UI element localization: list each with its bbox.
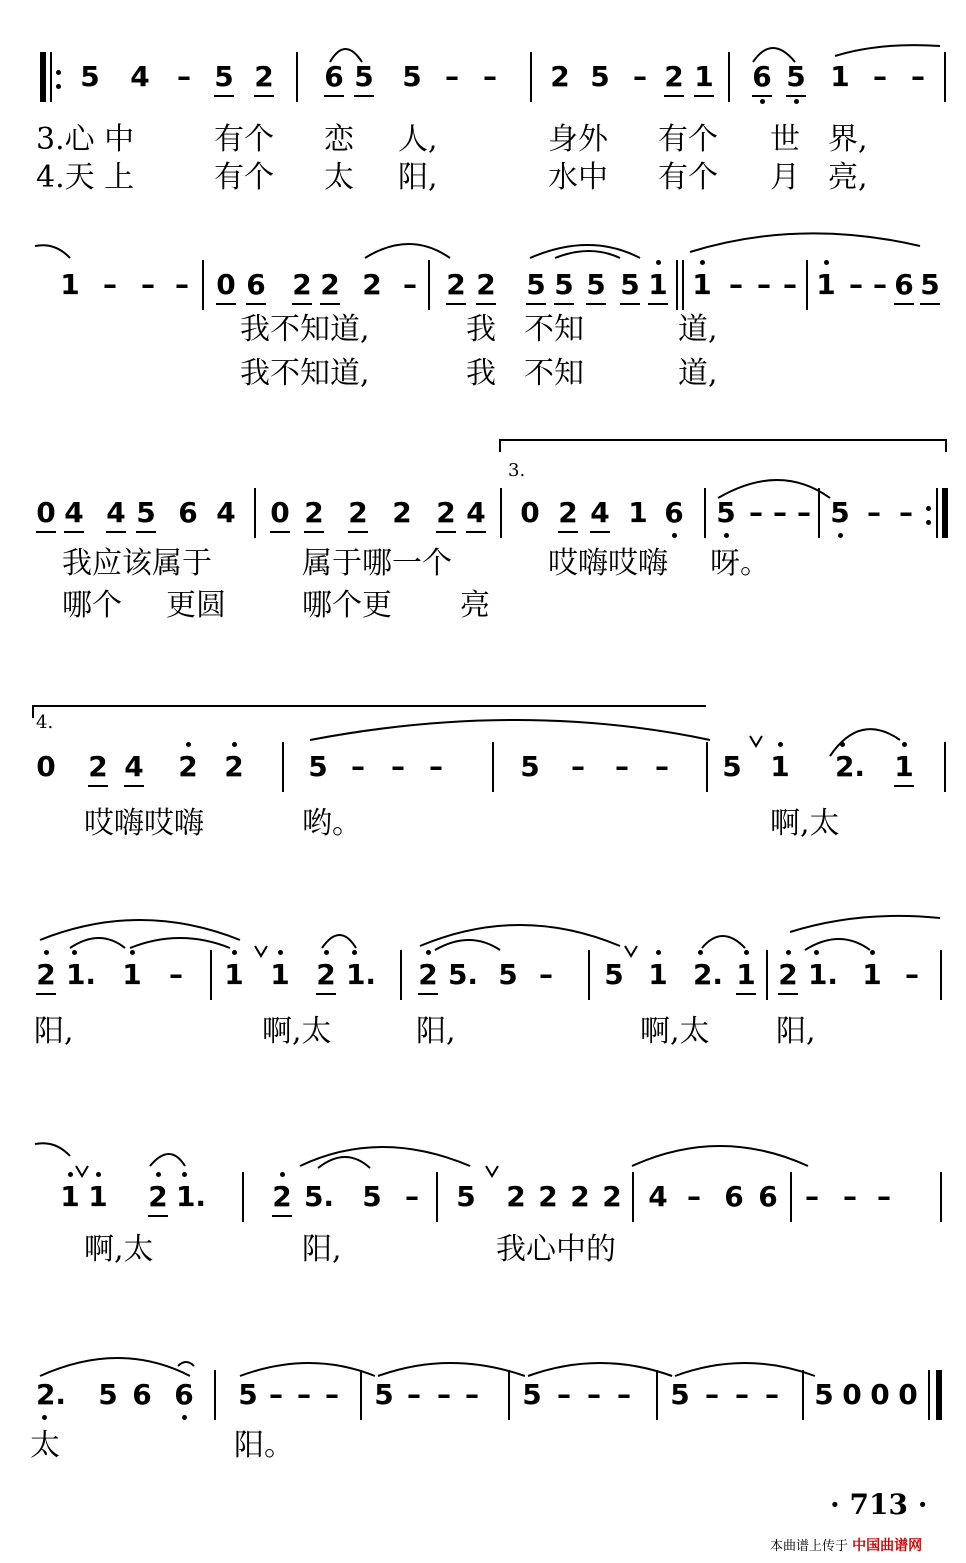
final-barline xyxy=(936,1370,942,1420)
lyric: 哎嗨哎嗨 xyxy=(548,546,668,581)
notes-row-3 xyxy=(0,496,966,536)
lyric: 呀。 xyxy=(710,546,770,581)
note: 1 xyxy=(860,958,884,992)
note: 1 xyxy=(734,958,758,992)
lyric: 属于哪一个 xyxy=(302,546,452,581)
lyric: 我心中的 xyxy=(496,1232,616,1267)
note: 0 xyxy=(214,268,238,302)
barline xyxy=(676,260,678,310)
note: 5 xyxy=(670,1378,690,1411)
note: 2 xyxy=(570,1180,590,1213)
lyric: 世 xyxy=(770,122,800,157)
note: 2 xyxy=(302,496,326,530)
note: – xyxy=(617,1378,631,1411)
note: – xyxy=(867,496,881,529)
note: 5 xyxy=(362,1180,382,1213)
note: – xyxy=(141,268,155,301)
note: 4 xyxy=(588,496,612,530)
barline xyxy=(728,52,730,102)
barline xyxy=(242,1172,244,1222)
note: 2 xyxy=(776,958,800,992)
note: – xyxy=(757,268,771,301)
note: 0 xyxy=(34,496,58,530)
note: 6 xyxy=(750,60,774,94)
note: 5 xyxy=(308,750,328,783)
note: 2 xyxy=(474,268,498,302)
note: 6 xyxy=(758,1180,778,1213)
lyric: 哎嗨哎嗨 xyxy=(84,806,204,841)
note: 1 xyxy=(646,268,670,302)
note: 6 xyxy=(244,268,268,302)
barline xyxy=(210,950,212,1000)
note: 1 xyxy=(86,1180,110,1214)
note: 1 xyxy=(690,268,714,302)
note: 2 xyxy=(314,958,338,992)
volta-2-label: 4. xyxy=(36,712,54,733)
note: – xyxy=(483,60,497,93)
lyric: 3.心 中 xyxy=(36,122,135,157)
barline xyxy=(428,260,430,310)
note: – xyxy=(539,958,553,991)
note: 0 xyxy=(898,1378,918,1411)
lyric: 我 xyxy=(466,312,496,347)
note: 5 xyxy=(520,750,540,783)
note: – xyxy=(633,60,647,93)
note: 1 xyxy=(768,750,792,784)
notes-row-6 xyxy=(0,1180,966,1220)
note: – xyxy=(571,750,585,783)
barline xyxy=(944,742,946,792)
note: 5 xyxy=(402,60,422,93)
barline xyxy=(940,950,942,1000)
lyric: 阳, xyxy=(398,160,438,195)
lyric: 有个 xyxy=(214,160,274,195)
note: 5. xyxy=(447,958,479,991)
lyric: 太 xyxy=(30,1428,60,1463)
note: 1 xyxy=(892,750,916,784)
note: 4 xyxy=(216,496,236,529)
lyric: 更圆 xyxy=(166,588,226,623)
note: 1. xyxy=(344,958,378,992)
lyric: 哪个更 xyxy=(302,588,392,623)
note: – xyxy=(465,1378,479,1411)
note: 4 xyxy=(104,496,128,530)
lyric: 亮 xyxy=(460,588,490,623)
lyric: 道, xyxy=(678,312,718,347)
notes-row-2 xyxy=(0,268,966,308)
note: – xyxy=(445,60,459,93)
lyric: 啊,太 xyxy=(84,1232,154,1267)
barline xyxy=(766,950,768,1000)
note: 5 xyxy=(134,496,158,530)
note: 5 xyxy=(584,268,608,302)
lyric: 啊,太 xyxy=(640,1014,710,1049)
note: 2. xyxy=(34,1378,68,1412)
note: 1 xyxy=(814,268,838,302)
lyric: 阳。 xyxy=(234,1428,294,1463)
upload-credit xyxy=(770,1535,922,1555)
volta-1-label: 3. xyxy=(508,460,526,481)
lyric: 界, xyxy=(828,122,868,157)
note: 1. xyxy=(174,1180,208,1214)
lyric: 不知 xyxy=(524,312,584,347)
lyric: 阳, xyxy=(776,1014,816,1049)
note: 1 xyxy=(268,958,292,992)
note: 2 xyxy=(270,1180,294,1214)
note: 1 xyxy=(628,496,648,529)
note: – xyxy=(103,268,117,301)
barline xyxy=(530,52,532,102)
note: 2 xyxy=(416,958,440,992)
lyric: 不知 xyxy=(524,356,584,391)
note: – xyxy=(805,1180,819,1213)
lyric: 哪个 xyxy=(62,588,122,623)
barline xyxy=(656,1370,658,1420)
barline xyxy=(254,488,256,538)
lyric: 月 xyxy=(770,160,800,195)
note: 2 xyxy=(392,496,412,529)
lyric: 有个 xyxy=(214,122,274,157)
note: 1 xyxy=(222,958,246,992)
note: 6 xyxy=(662,496,686,530)
note: 1 xyxy=(646,958,670,992)
note: 2 xyxy=(550,60,570,93)
note: 5. xyxy=(303,1180,335,1213)
barline xyxy=(802,1370,804,1420)
note: – xyxy=(749,496,763,529)
barline xyxy=(282,742,284,792)
note: 1 xyxy=(830,60,850,93)
notes-row-7 xyxy=(0,1378,966,1418)
note: 2 xyxy=(222,750,246,784)
repeat-dots xyxy=(926,496,932,536)
note: 6 xyxy=(132,1378,152,1411)
notes-row-1 xyxy=(0,60,966,100)
note: 5 xyxy=(238,1378,258,1411)
note: 1 xyxy=(692,60,716,94)
note: – xyxy=(587,1378,601,1411)
note: – xyxy=(873,60,887,93)
note: 2. xyxy=(688,958,728,992)
note: 0 xyxy=(520,496,540,529)
barline xyxy=(706,742,708,792)
note: – xyxy=(175,268,189,301)
note: 2 xyxy=(506,1180,526,1213)
lyric: 太 xyxy=(324,160,354,195)
note: 4 xyxy=(122,750,146,784)
barline xyxy=(400,950,402,1000)
barline xyxy=(790,1172,792,1222)
barline xyxy=(500,488,502,538)
note: 4 xyxy=(62,496,86,530)
note: 2 xyxy=(318,268,342,302)
note: 5 xyxy=(522,1378,542,1411)
note: – xyxy=(169,958,183,991)
note: 4 xyxy=(130,60,150,93)
lyric: 啊,太 xyxy=(770,806,840,841)
credit-brand: 中国曲谱网 xyxy=(852,1538,923,1554)
barline xyxy=(508,1370,510,1420)
note: 2 xyxy=(434,496,458,530)
note: – xyxy=(705,1378,719,1411)
lyric: 道, xyxy=(678,356,718,391)
lyric: 亮, xyxy=(828,160,868,195)
barline xyxy=(632,1172,634,1222)
note: – xyxy=(911,60,925,93)
barline xyxy=(202,260,204,310)
barline xyxy=(704,488,706,538)
note: – xyxy=(729,268,743,301)
note: – xyxy=(351,750,365,783)
note: 5 xyxy=(828,496,852,530)
note: 5 xyxy=(618,268,642,302)
lyric: 我应该属于 xyxy=(62,546,212,581)
note: 1. xyxy=(64,958,98,992)
note: 5 xyxy=(352,60,376,94)
note: 0 xyxy=(870,1378,890,1411)
barline xyxy=(940,1172,942,1222)
lyric: 人, xyxy=(398,122,438,157)
note: 2 xyxy=(538,1180,558,1213)
note: 5 xyxy=(590,60,610,93)
barline xyxy=(936,488,938,538)
note: 2 xyxy=(362,268,382,301)
lyric: 有个 xyxy=(658,122,718,157)
note: 5 xyxy=(98,1378,118,1411)
note: – xyxy=(269,1378,283,1411)
note: 5 xyxy=(552,268,576,302)
note: – xyxy=(783,268,797,301)
note: 1 xyxy=(58,1180,82,1214)
note: – xyxy=(615,750,629,783)
note: – xyxy=(877,1180,891,1213)
lyric: 阳, xyxy=(34,1014,74,1049)
note: 5 xyxy=(524,268,548,302)
note: 2 xyxy=(252,60,276,94)
note: 0 xyxy=(842,1378,862,1411)
lyric: 水中 xyxy=(548,160,608,195)
note: 4 xyxy=(648,1180,668,1213)
note: 1 xyxy=(120,958,144,992)
note: 5 xyxy=(918,268,942,302)
repeat-start-barline xyxy=(40,52,46,102)
note: – xyxy=(177,60,191,93)
lyric: 4.天 上 xyxy=(36,160,135,195)
note: 2. xyxy=(830,750,870,784)
credit-text: 本曲谱上传于 xyxy=(770,1539,849,1554)
note: 5 xyxy=(374,1378,394,1411)
lyric: 啊,太 xyxy=(262,1014,332,1049)
lyric: 我不知道, xyxy=(240,356,370,391)
barline xyxy=(818,488,820,538)
note: 2 xyxy=(556,496,580,530)
note: 5 xyxy=(604,958,624,991)
note: – xyxy=(407,1378,421,1411)
note: 2 xyxy=(34,958,58,992)
repeat-dots xyxy=(56,60,62,100)
note: 6 xyxy=(892,268,916,302)
note: – xyxy=(765,1378,779,1411)
lyric: 阳, xyxy=(416,1014,456,1049)
note: – xyxy=(849,268,863,301)
notes-row-4 xyxy=(0,750,966,790)
note: – xyxy=(403,268,417,301)
note: – xyxy=(773,496,787,529)
notes-row-5 xyxy=(0,958,966,998)
barline xyxy=(944,52,946,102)
lyric: 哟。 xyxy=(302,806,362,841)
note: – xyxy=(325,1378,339,1411)
note: – xyxy=(557,1378,571,1411)
note: 5 xyxy=(80,60,100,93)
note: – xyxy=(843,1180,857,1213)
lyric: 身外 xyxy=(548,122,608,157)
barline xyxy=(214,1370,216,1420)
note: – xyxy=(429,750,443,783)
barline xyxy=(928,1370,930,1420)
note: 6 xyxy=(322,60,346,94)
note: 5 xyxy=(814,1378,834,1411)
note: 5 xyxy=(714,496,738,530)
note: 1 xyxy=(60,268,80,301)
barline xyxy=(682,260,684,310)
note: 5 xyxy=(722,750,742,783)
note: – xyxy=(873,268,887,301)
barline xyxy=(50,52,52,102)
note: 2 xyxy=(662,60,686,94)
note: 2 xyxy=(444,268,468,302)
note: 5 xyxy=(212,60,236,94)
note: 1. xyxy=(806,958,840,992)
note: 5 xyxy=(456,1180,476,1213)
note: – xyxy=(797,496,811,529)
note: – xyxy=(437,1378,451,1411)
page-number: · 713 · xyxy=(830,1488,928,1521)
note: 6 xyxy=(178,496,198,529)
note: – xyxy=(297,1378,311,1411)
lyric: 我不知道, xyxy=(240,312,370,347)
barline xyxy=(360,1370,362,1420)
note: – xyxy=(391,750,405,783)
note: 0 xyxy=(268,496,292,530)
note: 2 xyxy=(602,1180,622,1213)
note: 2 xyxy=(176,750,200,784)
note: 0 xyxy=(36,750,56,783)
note: 2 xyxy=(86,750,110,784)
barline xyxy=(296,52,298,102)
note: 4 xyxy=(464,496,488,530)
lyric: 恋 xyxy=(324,122,354,157)
lyric: 阳, xyxy=(302,1232,342,1267)
note: 6 xyxy=(724,1180,744,1213)
note: 2 xyxy=(346,496,370,530)
note: 6 xyxy=(172,1378,196,1412)
repeat-end-barline xyxy=(942,488,948,538)
barline xyxy=(588,950,590,1000)
note: 2 xyxy=(290,268,314,302)
note: 2 xyxy=(146,1180,170,1214)
note: – xyxy=(905,958,919,991)
lyric: 我 xyxy=(466,356,496,391)
note: – xyxy=(735,1378,749,1411)
note: – xyxy=(687,1180,701,1213)
note: 5 xyxy=(784,60,808,94)
note: – xyxy=(405,1180,419,1213)
note: – xyxy=(655,750,669,783)
lyric: 有个 xyxy=(658,160,718,195)
note: 5 xyxy=(498,958,518,991)
barline xyxy=(492,742,494,792)
barline xyxy=(806,260,808,310)
barline xyxy=(436,1172,438,1222)
note: – xyxy=(899,496,913,529)
